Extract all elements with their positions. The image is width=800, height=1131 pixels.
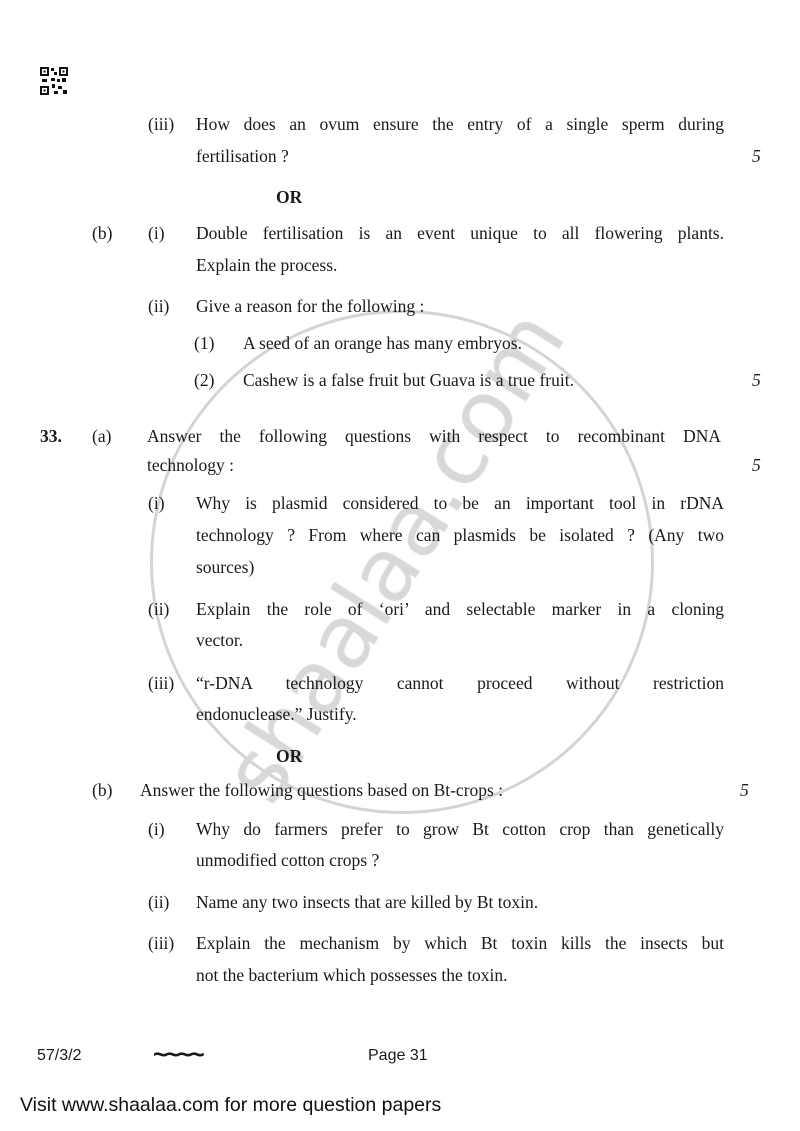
question-text: unmodified cotton crops ? (196, 850, 380, 870)
question-text: fertilisation ? (196, 146, 289, 166)
visit-link[interactable]: Visit www.shaalaa.com for more question papers (20, 1094, 442, 1116)
item-number: (iii) (148, 933, 175, 953)
item-number: (iii) (148, 673, 175, 693)
question-text: Why do farmers prefer to grow Bt cotton crop than genetically (196, 819, 724, 839)
question-text: technology : (147, 455, 234, 475)
item-number: (ii) (148, 296, 170, 316)
or-divider: OR (276, 746, 303, 766)
item-number: (i) (148, 223, 165, 243)
item-number: (i) (148, 819, 165, 839)
question-text: Explain the mechanism by which Bt toxin kills the insects but (196, 933, 724, 953)
question-text: sources) (196, 557, 255, 577)
question-text: Name any two insects that are killed by Bt toxin. (196, 892, 539, 912)
part-label: (b) (92, 223, 113, 243)
sub-item-number: (2) (194, 370, 215, 390)
question-text: Explain the process. (196, 255, 338, 275)
question-number: 33. (40, 426, 62, 446)
part-label: (b) (92, 780, 113, 800)
qr-code-icon (40, 67, 68, 95)
or-divider: OR (276, 187, 303, 207)
question-text: Explain the role of ‘ori’ and selectable marker in a cloning (196, 599, 724, 619)
question-text: Double fertilisation is an event unique to all flowering plants. (196, 223, 724, 243)
marks: 5 (752, 146, 761, 166)
page-number: Page 31 (368, 1047, 428, 1064)
ornament: ~~~~ (153, 1039, 202, 1069)
marks: 5 (752, 455, 761, 475)
question-text: endonuclease.” Justify. (196, 704, 357, 724)
item-number: (ii) (148, 892, 170, 912)
sub-item-number: (1) (194, 333, 215, 353)
question-text: vector. (196, 630, 244, 650)
paper-code: 57/3/2 (37, 1047, 82, 1064)
question-text: Why is plasmid considered to be an important tool in rDNA (196, 493, 724, 513)
marks: 5 (740, 780, 749, 800)
question-text: “r-DNA technology cannot proceed without restriction (196, 673, 724, 693)
part-label: (a) (92, 426, 112, 446)
question-text: not the bacterium which possesses the toxin. (196, 965, 508, 985)
question-text: How does an ovum ensure the entry of a single sperm during (196, 114, 724, 134)
item-number: (ii) (148, 599, 170, 619)
question-text: Cashew is a false fruit but Guava is a true fruit. (243, 370, 574, 390)
question-text: technology ? From where can plasmids be isolated ? (Any two (196, 525, 724, 545)
marks: 5 (752, 370, 761, 390)
item-number: (iii) (148, 114, 175, 134)
question-text: A seed of an orange has many embryos. (243, 333, 522, 353)
question-text: Give a reason for the following : (196, 296, 425, 316)
question-text: Answer the following questions based on Bt-crops : (140, 780, 504, 800)
question-text: Answer the following questions with respect to recombinant DNA (147, 426, 721, 446)
item-number: (i) (148, 493, 165, 513)
